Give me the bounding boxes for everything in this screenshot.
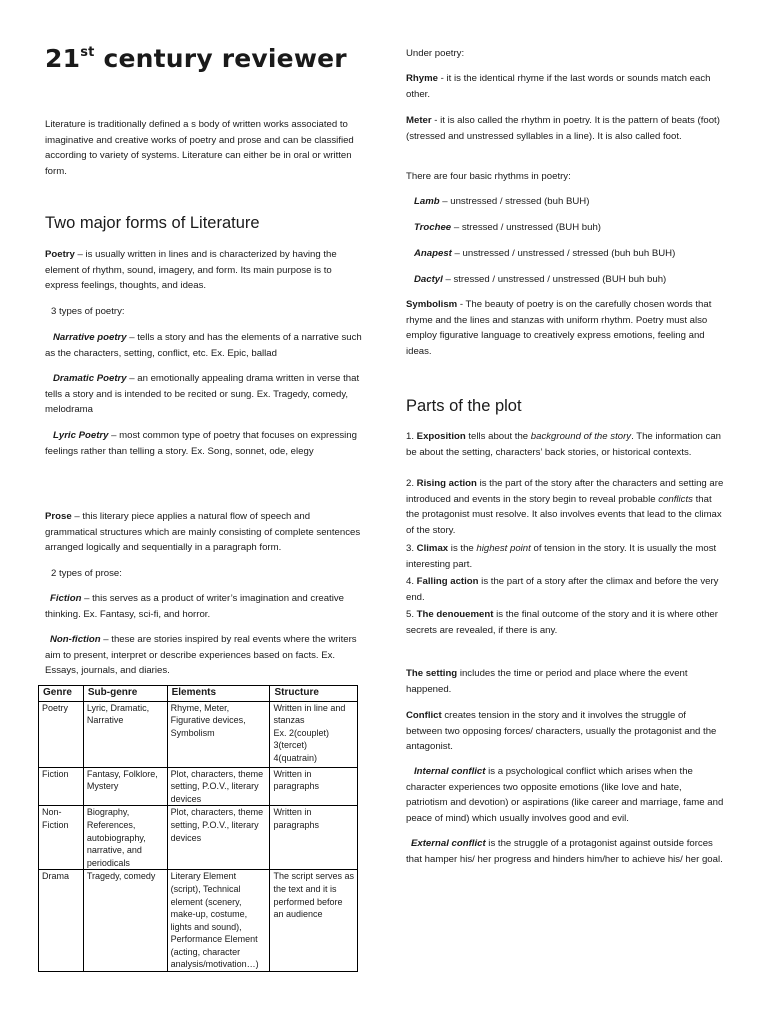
table-cell: Tragedy, comedy	[83, 870, 167, 972]
plot-denouement: 5. The denouement is the final outcome of the story and it is where other secrets are revealed, if there is any.	[406, 609, 718, 636]
lyric-paragraph: Lyric Poetry – most common type of poetry that focuses on expressing feelings rather than telling a story. Ex. Song, sonnet, ode, elegy	[45, 430, 357, 457]
table-row	[39, 701, 358, 767]
plot-exposition: 1. Exposition tells about the background of the story. The information can be about the setting, characters’ back stories, or historical contexts.	[406, 431, 722, 458]
narrative-paragraph: Narrative poetry – tells a story and has the elements of a narrative such as the characters, setting, conflict, etc. Ex. Epic, ballad	[45, 332, 362, 359]
conflict-paragraph: Conflict creates tension in the story and it involves the struggle of between two opposing forces/ characters, usually the protagonist and the antagonist.	[406, 710, 717, 753]
table-cell: Literary Element (script), Technical element (scenery, make-up, costume, lights and sound), Performance Element (acting, character analysis/motivation…)	[167, 870, 270, 972]
table-cell: Poetry	[39, 701, 84, 767]
table-cell: Written in paragraphs	[270, 767, 358, 806]
dactyl-item: Dactyl – stressed / unstressed / unstressed (BUH buh buh)	[414, 274, 667, 285]
table-row	[39, 870, 358, 972]
table-cell: The script serves as the text and it is performed before an audience	[270, 870, 358, 972]
table-cell: Written in line and stanzas Ex. 2(couplet) 3(tercet) 4(quatrain)	[270, 701, 358, 767]
page-title: 21st century reviewer	[45, 44, 347, 73]
rhyme-paragraph: Rhyme - it is the identical rhyme if the last words or sounds match each other.	[406, 73, 711, 100]
table-header: Elements	[167, 686, 270, 702]
lamb-item: Lamb – unstressed / stressed (buh BUH)	[414, 196, 590, 207]
plot-climax: 3. Climax is the highest point of tension in the story. It is usually the most interesting part.	[406, 543, 717, 570]
table-cell: Rhyme, Meter, Figurative devices, Symbolism	[167, 701, 270, 767]
table-cell: Biography, References, autobiography, narrative, and periodicals	[83, 806, 167, 870]
trochee-item: Trochee – stressed / unstressed (BUH buh)	[414, 222, 601, 233]
table-cell: Plot, characters, theme setting, P.O.V., literary devices	[167, 767, 270, 806]
table-header: Sub-genre	[83, 686, 167, 702]
setting-paragraph: The setting includes the time or period and place where the event happened.	[406, 668, 688, 695]
fiction-paragraph: Fiction – this serves as a product of writer’s imagination and creative thinking. Ex. Fantasy, sci-fi, and horror.	[45, 593, 344, 620]
table-header-row	[39, 686, 358, 702]
table-row	[39, 806, 358, 870]
table-cell: Lyric, Dramatic, Narrative	[83, 701, 167, 767]
table-cell: Non-Fiction	[39, 806, 84, 870]
table-cell: Drama	[39, 870, 84, 972]
forms-heading: Two major forms of Literature	[45, 214, 260, 232]
under-poetry-label: Under poetry:	[406, 48, 465, 59]
plot-rising-action: 2. Rising action is the part of the story after the characters and setting are introduced and events in the story begin to reveal probable conflicts that the protagonist must resolve. It also involves events that lead to the climax of the story.	[406, 478, 724, 536]
table-cell: Plot, characters, theme setting, P.O.V., literary devices	[167, 806, 270, 870]
table-cell: Fiction	[39, 767, 84, 806]
intro-paragraph: Literature is traditionally defined a s body of written works associated to imaginative and creative works of poetry and prose and can be classified according to variety of systems. Literature can either be in oral or written form.	[45, 119, 354, 177]
internal-conflict-paragraph: Internal conflict is a psychological conflict which arises when the character experiences two opposite emotions (like love and hate, patriotism and devotion) or aspirations (like career and marriage, fame and peace of mind) which usually involves good and evil.	[406, 766, 724, 824]
symbolism-paragraph: Symbolism - The beauty of poetry is on the carefully chosen words that rhyme and the lines and stanzas with uniform rhythm. Poetry must also employ figurative language to creatively express emotions, feeling and ideas.	[406, 299, 712, 357]
poetry-paragraph: Poetry – is usually written in lines and is characterized by having the element of rhythm, sound, imagery, and form. Its main purpose is to express feelings, thoughts, and ideas.	[45, 249, 337, 292]
anapest-item: Anapest – unstressed / unstressed / stressed (buh buh BUH)	[414, 248, 676, 259]
table-header: Genre	[39, 686, 84, 702]
plot-heading: Parts of the plot	[406, 397, 522, 415]
prose-types-label: 2 types of prose:	[51, 568, 122, 579]
table-cell: Written in paragraphs	[270, 806, 358, 870]
table-row	[39, 767, 358, 806]
dramatic-paragraph: Dramatic Poetry – an emotionally appealing drama written in verse that tells a story and is intended to be recited or sung. Ex. Tragedy, comedy, melodrama	[45, 373, 360, 416]
meter-paragraph: Meter - it is also called the rhythm in poetry. It is the pattern of beats (foot) (stressed and unstressed syllables in a line). It is also called foot.	[406, 115, 720, 142]
prose-paragraph: Prose – this literary piece applies a natural flow of speech and grammatical structures which are mainly consisting of complete sentences arranged logically and sequentially in a paragraph form.	[45, 511, 361, 554]
plot-falling-action: 4. Falling action is the part of a story after the climax and before the very end.	[406, 576, 719, 603]
external-conflict-paragraph: External conflict is the struggle of a protagonist against outside forces that hamper his/ her progress and hinders him/her to achieve his/ her goal.	[406, 838, 723, 865]
nonfiction-paragraph: Non-fiction – these are stories inspired by real events where the writers aim to present, interpret or describe experiences based on facts. Ex. Essays, journals, and diaries.	[45, 634, 357, 677]
poetry-types-label: 3 types of poetry:	[51, 306, 125, 317]
table-cell: Fantasy, Folklore, Mystery	[83, 767, 167, 806]
rhythms-label: There are four basic rhythms in poetry:	[406, 171, 571, 182]
genre-table	[38, 685, 358, 972]
table-header: Structure	[270, 686, 358, 702]
